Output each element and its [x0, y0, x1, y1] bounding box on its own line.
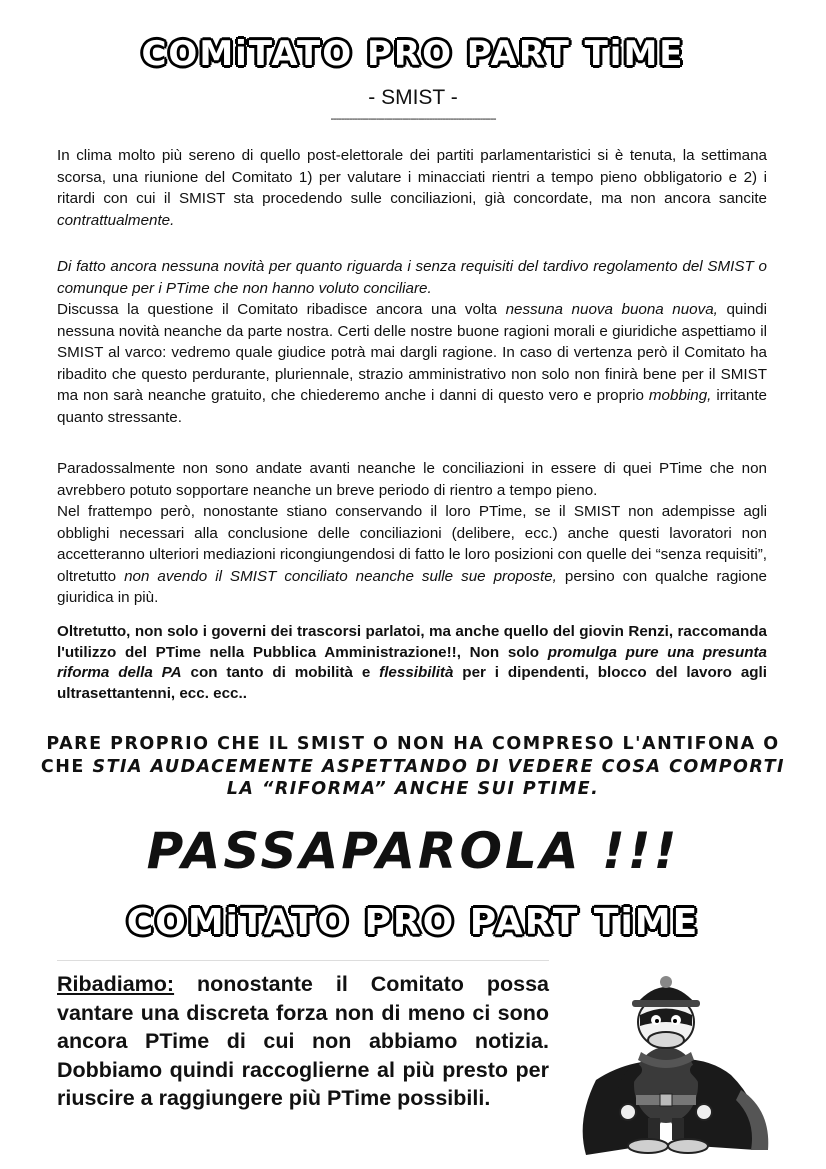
footer-text: nonostante il Comitato possa vantare una discreta forza non di meno ci sono ancora PTime di cui non abbiamo notizia. Dobbiamo quindi raccoglierne al più presto per riuscire a raggiungere più PTime possibili. [57, 972, 549, 1110]
paragraph-2-italic-intro: Di fatto ancora nessuna novità per quanto riguarda i senza requisiti del tardivo regolamento del SMIST o comunque per i PTime che non hanno voluto conciliare. [57, 258, 767, 297]
paragraph-4-text-c: per i dipendenti, blocco del lavoro agli ultrasettantenni, ecc. ecc.. [57, 664, 767, 702]
headline [40, 733, 786, 801]
footer-lead: Ribadiamo: [57, 972, 175, 996]
paragraph-4-italic-a: promulga pure una presunta riforma della PA [57, 643, 768, 681]
header-title: COMiTATO PRO PART TiME [141, 34, 685, 74]
paragraph-2-italic-a: nessuna nuova buona nuova, [505, 301, 718, 318]
paragraph-1-text: In clima molto più sereno di quello post-elettorale dei partiti parlamentaristici si è tenuta, la settimana scorsa, una riunione del Comitato 1) per valutare i minacciati rientri a tempo pieno obbligatorio e 2) i ritardi con cui il SMIST sta procedendo sulle conciliazioni, già concordate, ma non ancora sancite [57, 147, 767, 207]
paragraph-2-italic-b: mobbing, [648, 387, 712, 404]
paragraph-4 [57, 622, 767, 704]
paragraph-3-text-c: persino con qualche ragione giuridica in più. [57, 567, 767, 606]
header-divider: -------------------------------------------------------------- [330, 113, 496, 125]
paragraph-2-text-b: quindi nessuna novità neanche da parte nostra. Certi delle nostre buone ragioni morali e giuridiche aspettiamo il SMIST al varco: vedremo quale giudice potrà mai dargli ragione. In caso di vertenza però il Comitato ha ribadito che questo perdurante, pluriennale, strazio amministrativo non solo non finirà bene per il SMIST ma non sarà neanche gratuito, che chiederemo anche i danni di questo vero e proprio [57, 301, 768, 404]
footer-divider [57, 960, 549, 961]
paragraph-2-text-a: Discussa la questione il Comitato ribadisce ancora una volta [57, 301, 506, 318]
header-subtitle: - SMIST - [368, 86, 458, 109]
paragraph-2-text-c: irritante quanto stressante. [57, 387, 767, 426]
paragraph-1 [57, 145, 767, 231]
duck-mascot-icon [556, 960, 776, 1160]
paragraph-4-italic-b: flessibilità [379, 664, 454, 681]
footer-paragraph [57, 970, 549, 1113]
headline-text: PARE PROPRIO CHE IL SMIST O NON HA COMPRESO L'ANTIFONA O CHE [40, 734, 780, 777]
paragraph-1-italic: contrattualmente. [57, 211, 175, 229]
paragraph-3 [57, 458, 767, 609]
paragraph-3-text-a: Paradossalmente non sono andate avanti neanche le conciliazioni in essere di quei PTime che non avrebbero potuto sopportare neanche un breve periodo di rientro a tempo pieno. [57, 460, 767, 499]
paragraph-3-text-b: Nel frattempo però, nonostante stiano conservando il loro PTime, se il SMIST non adempisse agli obblighi necessari alla conclusione delle conciliazioni (delibere, ecc.) anche questi lavoratori non accetteranno ulteriori mediazioni ricongiungendosi di fatto le loro posizioni con quelle dei “senza requisiti”, oltretutto [57, 503, 767, 585]
paragraph-4-text-b: con tanto di mobilità e [181, 664, 380, 681]
paragraph-2 [57, 256, 767, 428]
paragraph-3-italic: non avendo il SMIST conciliato neanche sulle sue proposte, [124, 567, 557, 585]
footer-title: COMiTATO PRO PART TiME [126, 902, 700, 943]
passaparola-heading: PASSAPAROLA !!! [146, 822, 680, 880]
paragraph-4-text-a: Oltretutto, non solo i governi dei trascorsi parlatoi, ma anche quello del giovin Renzi, raccomanda l'utilizzo del PTime nella Pubblica Amministrazione!!, Non solo [57, 623, 767, 661]
headline-italic: STIA AUDACEMENTE ASPETTANDO DI VEDERE COSA COMPORTI LA “RIFORMA” ANCHE SUI PTIME. [92, 756, 786, 799]
